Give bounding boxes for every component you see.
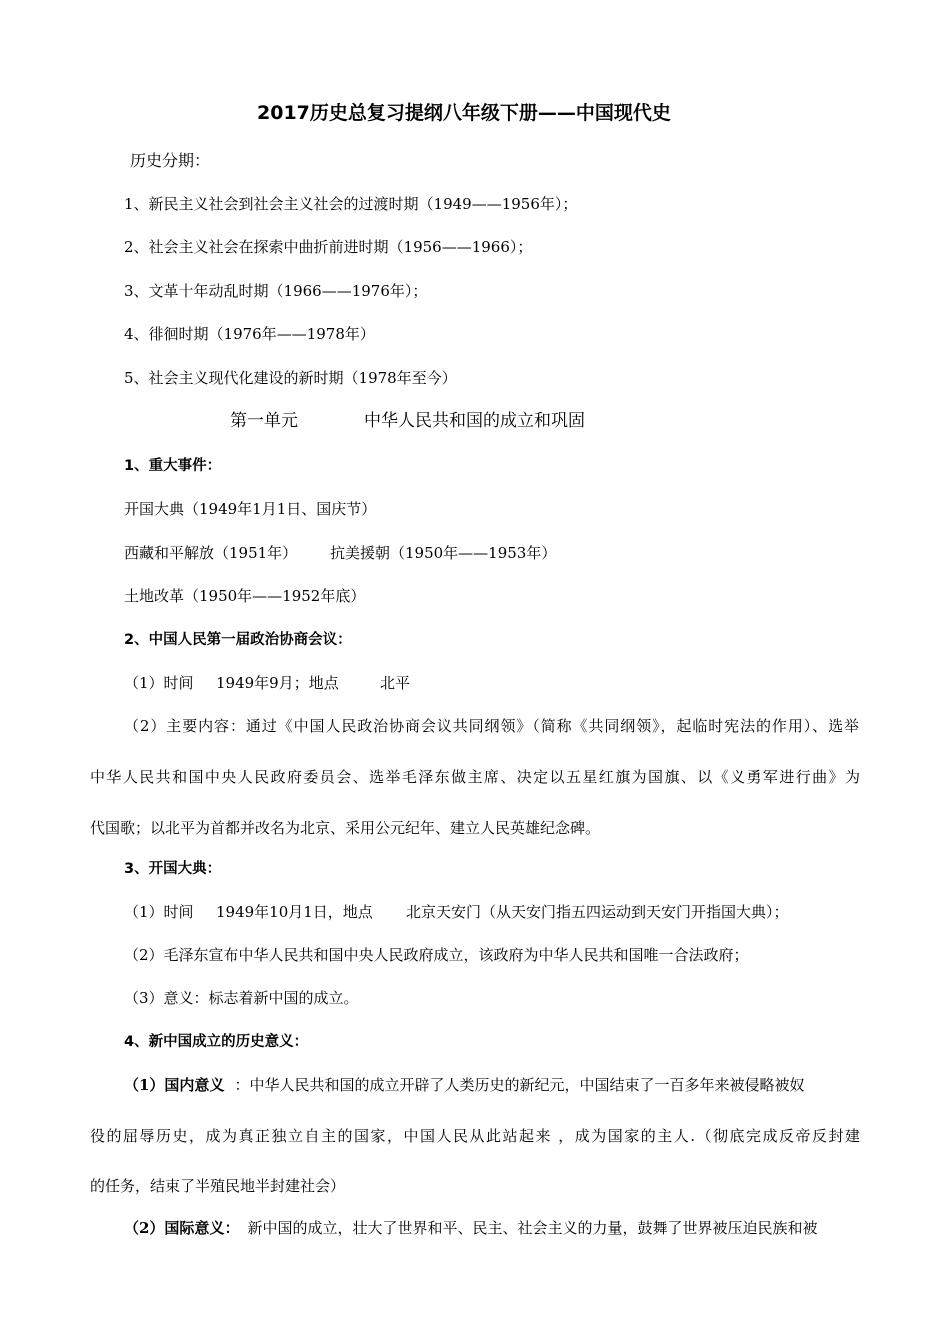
cppcc-content-line-3: 代国歌；以北平为首都并改名为北京、采用公元纪年、建立人民英雄纪念碑。 <box>90 819 601 837</box>
document-title: 2017历史总复习提纲八年级下册——中国现代史 <box>257 102 671 124</box>
periods-heading: 历史分期： <box>130 151 211 170</box>
ceremony-item-2: （2）毛泽东宣布中华人民共和国中央人民政府成立，该政府为中华人民共和国唯一合法政府； <box>124 946 749 964</box>
cppcc-content-text-1: （2）主要内容：通过《中国人民政治协商会议共同纲领》（简称《共同纲领》，起临时宪法的作用）、选举 <box>124 717 859 735</box>
ceremony-place-value: 北京天安门（从天安门指五四运动到天安门开指国大典）； <box>406 903 789 921</box>
domestic-significance-line-1 <box>124 1075 859 1095</box>
event-korean-war: 抗美援朝（1950年——1953年） <box>330 544 557 562</box>
cppcc-content-line-2 <box>90 767 860 787</box>
period-item-1: 1、新民主义社会到社会主义社会的过渡时期（1949——1956年）； <box>124 195 578 213</box>
domestic-significance-label: （1）国内意义 <box>124 1076 225 1094</box>
section-4-heading: 4、新中国成立的历史意义： <box>124 1034 309 1050</box>
international-significance-line-1 <box>124 1218 859 1238</box>
section-1-heading: 1、重大事件： <box>124 458 222 474</box>
cppcc-time-value: 1949年9月；地点 <box>216 674 339 692</box>
unit-name: 中华人民共和国的成立和巩固 <box>364 411 585 431</box>
ceremony-time-value: 1949年10月1日，地点 <box>216 903 373 921</box>
cppcc-content-line-1 <box>124 716 859 736</box>
domestic-significance-line-2 <box>90 1126 860 1146</box>
cppcc-content-text-2: 中华人民共和国中央人民政府委员会、选举毛泽东做主席、决定以五星红旗为国旗、以《义勇军进行曲》为 <box>90 768 860 786</box>
ceremony-item-3: （3）意义：标志着新中国的成立。 <box>124 989 359 1007</box>
international-significance-label: （2）国际意义： <box>124 1219 240 1237</box>
period-item-4: 4、徘徊时期（1976年——1978年） <box>124 325 375 343</box>
section-2-heading: 2、中国人民第一届政治协商会议： <box>124 632 352 648</box>
period-item-5: 5、社会主义现代化建设的新时期（1978年至今） <box>124 369 457 387</box>
event-land-reform: 土地改革（1950年——1952年底） <box>124 587 366 605</box>
event-tibet-liberation: 西藏和平解放（1951年） <box>124 544 298 562</box>
period-item-2: 2、社会主义社会在探索中曲折前进时期（1956——1966）； <box>124 238 533 256</box>
event-founding-ceremony: 开国大典（1949年1月1日、国庆节） <box>124 500 377 518</box>
international-significance-text-1: 新中国的成立，壮大了世界和平、民主、社会主义的力量，鼓舞了世界被压迫民族和被 <box>247 1219 818 1237</box>
domestic-significance-line-3: 的任务，结束了半殖民地半封建社会） <box>90 1177 346 1195</box>
ceremony-time-label: （1）时间 <box>124 903 194 921</box>
unit-label: 第一单元 <box>230 411 298 431</box>
domestic-significance-text-1: ：中华人民共和国的成立开辟了人类历史的新纪元，中国结束了一百多年来被侵略被奴 <box>234 1076 805 1094</box>
period-item-3: 3、文革十年动乱时期（1966——1976年）； <box>124 282 428 300</box>
cppcc-time-label: （1）时间 <box>124 674 194 692</box>
section-3-heading: 3、开国大典： <box>124 861 222 877</box>
cppcc-place-value: 北平 <box>380 674 411 692</box>
domestic-significance-text-2: 役的屈辱历史，成为真正独立自主的国家，中国人民从此站起来 ，成为国家的主人.（彻底完成反帝反封建 <box>90 1127 860 1145</box>
